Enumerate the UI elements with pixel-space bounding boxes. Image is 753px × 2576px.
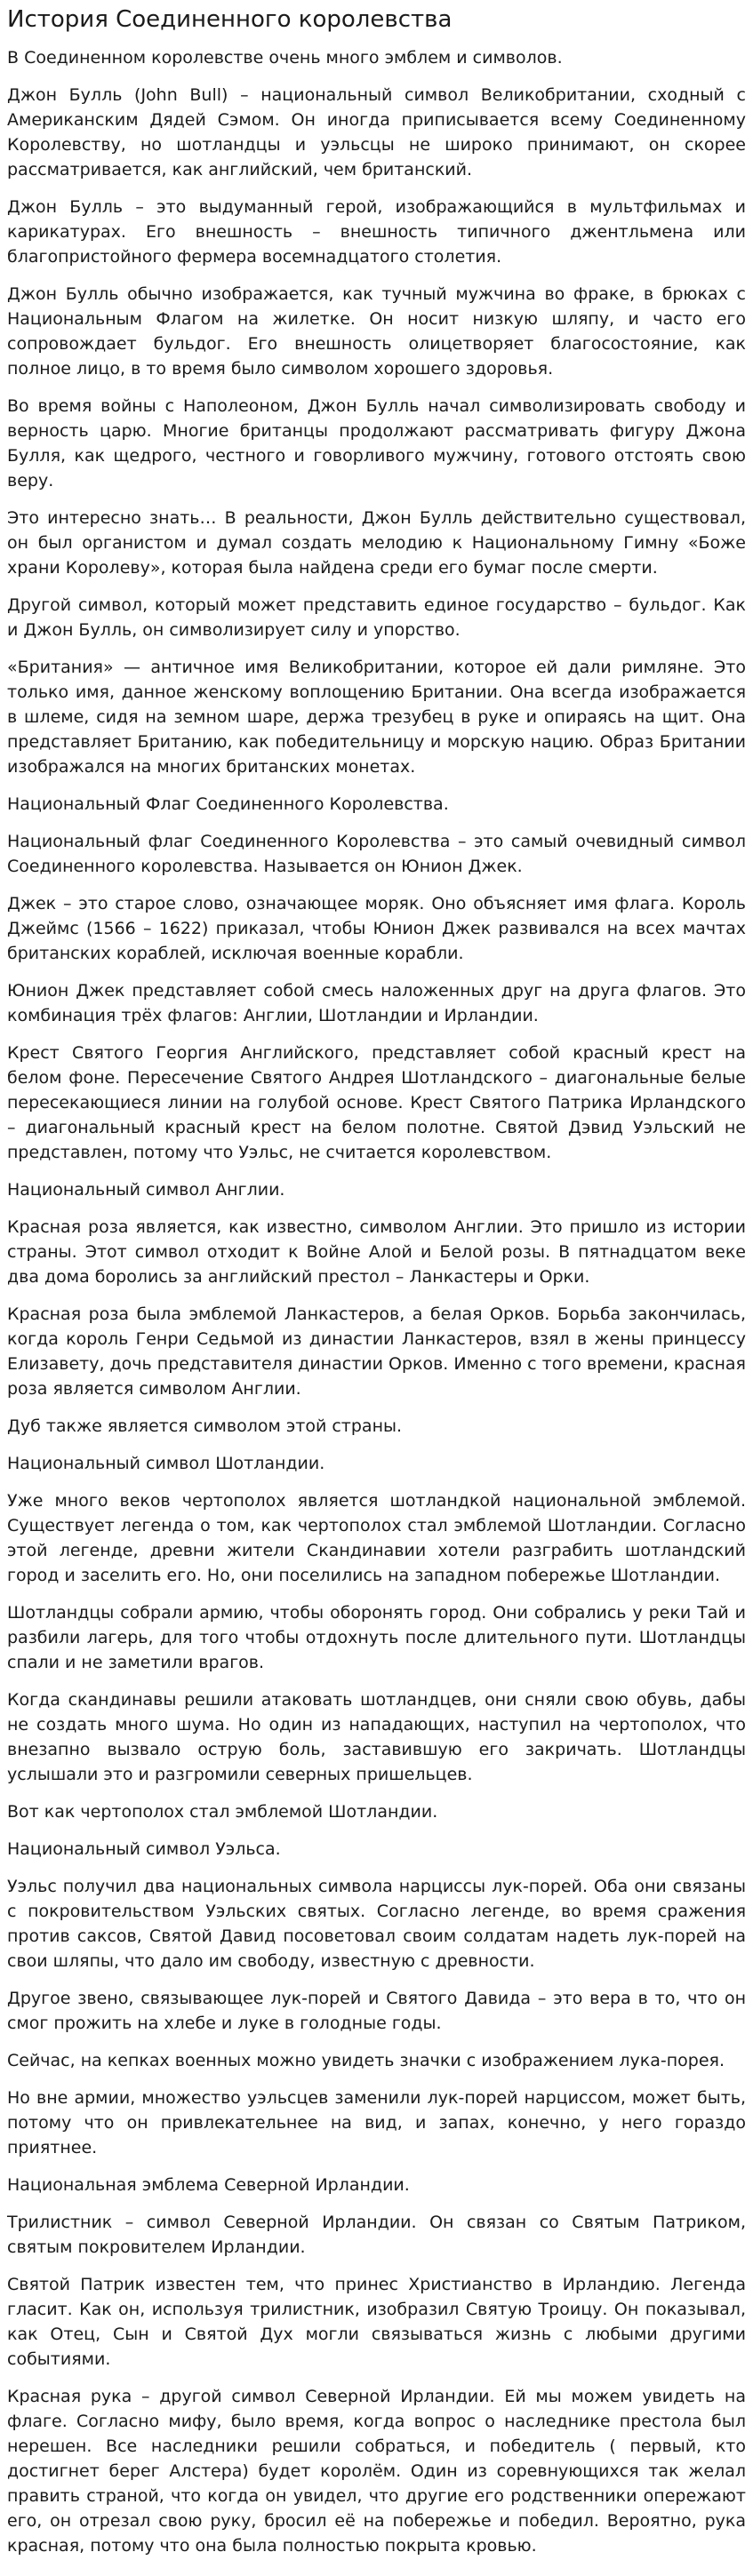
paragraph: Национальный флаг Соединенного Королевства – это самый очевидный символ Соединенного королевства. Называется он Юнион Джек.	[7, 831, 746, 876]
paragraph: Крест Святого Георгия Английского, представляет собой красный крест на белом фоне. Пересечение Святого Андрея Шотландского – диагональные белые пересекающиеся линии на голубой основе. Крест Святого Патрика Ирландского – диагональный красный крест на белом полотне. Святой Дэвид Уэльский не представлен, потому что Уэльс, не считается королевством.	[7, 1042, 746, 1162]
paragraph: Джон Булль (John Bull) – национальный символ Великобритании, сходный с Американским Дядей Сэмом. Он иногда приписывается всему Соединенному Королевству, но шотландцы и уэльсцы не широко принимают, он скорее рассматривается, как английский, чем британский.	[7, 84, 746, 179]
paragraph: Это интересно знать… В реальности, Джон Булль действительно существовал, он был органистом и думал создать мелодию к Национальному Гимну «Боже храни Королеву», которая была найдена среди его бумаг после смерти.	[7, 507, 746, 578]
paragraph: Другой символ, который может представить единое государство – бульдог. Как и Джон Булль, он символизирует силу и упорство.	[7, 594, 746, 640]
paragraph: Дуб также является символом этой страны.	[7, 1416, 403, 1436]
paragraph: Красная роза была эмблемой Ланкастеров, а белая Орков. Борьба закончилась, когда король Генри Седьмой из династии Ланкастеров, взял в жены принцессу Елизавету, дочь представителя династии Орков. Именно с того времени, красная роза является символом Англии.	[7, 1304, 746, 1399]
paragraph: Национальный символ Шотландии.	[7, 1453, 325, 1473]
paragraph: Шотландцы собрали армию, чтобы оборонять город. Они собрались у реки Тай и разбили лагерь, для того чтобы отдохнуть после длительного пути. Шотландцы спали и не заметили врагов.	[7, 1602, 746, 1672]
paragraph: Красная рука – другой символ Северной Ирландии. Ей мы можем увидеть на флаге. Согласно мифу, было время, когда вопрос о наследнике престола был нерешен. Все наследники решили собраться, и победитель ( первый, кто достигнет берег Алстера) будет королём. Один из соревнующихся так желал править страной, что когда он увидел, что другие его родственники опережают его, он отрезал свою руку, бросил её на побережье и победил. Вероятно, рука красная, потому что она была полностью покрыта кровью.	[7, 2386, 746, 2556]
paragraph: Красная роза является, как известно, символом Англии. Это пришло из истории страны. Этот символ отходит к Войне Алой и Белой розы. В пятнадцатом веке два дома боролись за английский престол – Ланкастеры и Орки.	[7, 1216, 746, 1287]
paragraph: Сейчас, на кепках военных можно увидеть значки с изображением лука-порея.	[7, 2050, 725, 2070]
paragraph: Национальная эмблема Северной Ирландии.	[7, 2174, 410, 2195]
paragraph: Национальный символ Англии.	[7, 1179, 285, 1200]
paragraph: Уэльс получил два национальных символа нарциссы лук-порей. Оба они связаны с покровительством Уэльских святых. Согласно легенде, во время сражения против саксов, Святой Давид посоветовал своим солдатам надеть лук-порей на свои шляпы, что дало им свободу, известную с древности.	[7, 1876, 746, 1971]
paragraph: Трилистник – символ Северной Ирландии. Он связан со Святым Патриком, святым покровителем Ирландии.	[7, 2212, 746, 2257]
paragraph: Национальный Флаг Соединенного Королевства.	[7, 794, 449, 814]
paragraph: Другое звено, связывающее лук-порей и Святого Давида – это вера в то, что он смог прожить на хлебе и луке в голодные годы.	[7, 1988, 746, 2033]
paragraph: Джек – это старое слово, означающее моряк. Оно объясняет имя флага. Король Джеймс (1566 – 1622) приказал, чтобы Юнион Джек развивался на всех мачтах британских кораблей, исключая военные корабли.	[7, 893, 746, 963]
paragraph: «Британия» — античное имя Великобритании, которое ей дали римляне. Это только имя, данное женскому воплощению Британии. Она всегда изображается в шлеме, сидя на земном шаре, держа трезубец в руке и опираясь на щит. Она представляет Британию, как победительницу и морскую нацию. Образ Британии изображался на многих британских монетах.	[7, 657, 746, 777]
paragraph: Вот как чертополох стал эмблемой Шотландии.	[7, 1801, 438, 1822]
paragraph: Национальный символ Уэльса.	[7, 1838, 281, 1859]
paragraph: Но вне армии, множество уэльсцев заменили лук-порей нарциссом, может быть, потому что он привлекательнее на вид, и запах, конечно, у него гораздо приятнее.	[7, 2087, 746, 2157]
paragraph: Юнион Джек представляет собой смесь наложенных друг на друга флагов. Это комбинация трёх флагов: Англии, Шотландии и Ирландии.	[7, 980, 746, 1025]
article-body	[7, 45, 746, 2558]
paragraph: Уже много веков чертополох является шотландкой национальной эмблемой. Существует легенда о том, как чертополох стал эмблемой Шотландии. Согласно этой легенде, древни жители Скандинавии хотели разграбить шотландский город и заселить его. Но, они поселились на западном побережье Шотландии.	[7, 1490, 746, 1585]
paragraph: Когда скандинавы решили атаковать шотландцев, они сняли свою обувь, дабы не создать много шума. Но один из нападающих, наступил на чертополох, что внезапно вызвало острую боль, заставившую его закричать. Шотландцы услышали это и разгромили северных пришельцев.	[7, 1689, 746, 1784]
page-title: История Соединенного королевства	[7, 6, 453, 33]
paragraph: Святой Патрик известен тем, что принес Христианство в Ирландию. Легенда гласит. Как он, используя трилистник, изобразил Святую Троицу. Он показывал, как Отец, Сын и Святой Дух могли связываться жизнь с любыми другими событиями.	[7, 2274, 746, 2369]
paragraph: Джон Булль – это выдуманный герой, изображающийся в мультфильмах и карикатурах. Его внешность – внешность типичного джентльмена или благопристойного фермера восемнадцатого столетия.	[7, 196, 746, 267]
paragraph: Во время войны с Наполеоном, Джон Булль начал символизировать свободу и верность царю. Многие британцы продолжают рассматривать фигуру Джона Булля, как щедрого, честного и говорливого мужчину, готового отстоять свою веру.	[7, 395, 746, 490]
paragraph: Джон Булль обычно изображается, как тучный мужчина во фраке, в брюках с Национальным Флагом на жилетке. Он носит низкую шляпу, и часто его сопровождает бульдог. Его внешность олицетворяет благосостояние, как полное лицо, в то время было символом хорошего здоровья.	[7, 283, 746, 379]
paragraph: В Соединенном королевстве очень много эмблем и символов.	[7, 47, 563, 68]
